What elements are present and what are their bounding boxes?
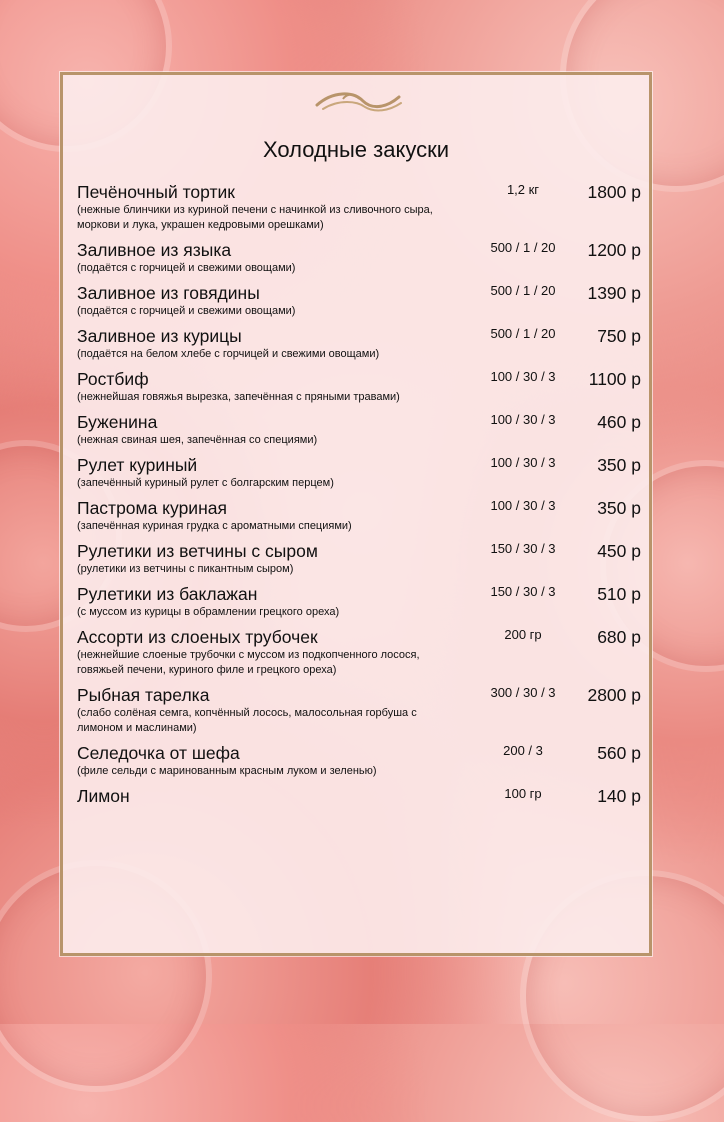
menu-item bbox=[77, 411, 649, 448]
menu-item-price: 510 р bbox=[597, 584, 641, 604]
menu-item-name: Рулет куриный bbox=[77, 455, 198, 475]
menu-item-weight: 100 / 30 / 3 bbox=[490, 369, 556, 384]
menu-item-weight: 500 / 1 / 20 bbox=[490, 240, 556, 255]
menu-item-price: 450 р bbox=[597, 541, 641, 561]
menu-item-price: 350 р bbox=[597, 455, 641, 475]
menu-item-description: (с муссом из курицы в обрамлении грецкого ореха) bbox=[77, 606, 340, 618]
menu-item bbox=[77, 497, 649, 534]
menu-item-name: Рулетики из ветчины с сыром bbox=[77, 541, 318, 561]
menu-item-description: (нежные блинчики из куриной печени с начинкой из сливочного сыра, моркови и лука, украшен кедровыми орешками) bbox=[77, 204, 433, 231]
menu-item-weight: 100 / 30 / 3 bbox=[490, 498, 556, 513]
menu-item bbox=[77, 785, 649, 807]
menu-item-price: 1390 р bbox=[587, 283, 641, 303]
menu-item-weight: 200 / 3 bbox=[503, 743, 543, 758]
menu-item-price: 680 р bbox=[597, 627, 641, 647]
menu-item-name: Пастрома куриная bbox=[77, 498, 227, 518]
menu-item bbox=[77, 540, 649, 577]
menu-item-name: Рулетики из баклажан bbox=[77, 584, 258, 604]
menu-item-weight: 100 / 30 / 3 bbox=[490, 455, 556, 470]
menu-item-name: Буженина bbox=[77, 412, 158, 432]
menu-item-price: 560 р bbox=[597, 743, 641, 763]
menu-item-name: Ассорти из слоеных трубочек bbox=[77, 627, 318, 647]
menu-item-name: Заливное из курицы bbox=[77, 326, 242, 346]
menu-item-weight: 500 / 1 / 20 bbox=[490, 326, 556, 341]
menu-item-description: (подаётся с горчицей и свежими овощами) bbox=[77, 305, 296, 317]
menu-item-name: Заливное из говядины bbox=[77, 283, 260, 303]
page-title: Холодные закуски bbox=[262, 137, 450, 162]
menu-item bbox=[77, 181, 649, 233]
menu-item-price: 1100 р bbox=[588, 369, 641, 389]
menu-item-description: (запечённый куриный рулет с болгарским перцем) bbox=[77, 477, 334, 489]
menu-item bbox=[77, 626, 649, 678]
flourish-ornament-icon bbox=[313, 87, 405, 117]
menu-item-description: (нежнейшая говяжья вырезка, запечённая с пряными травами) bbox=[77, 391, 400, 403]
menu-item-description: (подаётся с горчицей и свежими овощами) bbox=[77, 262, 296, 274]
menu-item bbox=[77, 583, 649, 620]
menu-item-weight: 100 / 30 / 3 bbox=[490, 412, 556, 427]
menu-item-price: 1200 р bbox=[587, 240, 641, 260]
menu-item-weight: 150 / 30 / 3 bbox=[490, 541, 556, 556]
menu-item-description: (филе сельди с маринованным красным луком и зеленью) bbox=[77, 765, 377, 777]
menu-item-price: 460 р bbox=[597, 412, 641, 432]
menu-item-name: Заливное из языка bbox=[77, 240, 232, 260]
menu-item bbox=[77, 325, 649, 362]
menu-item-weight: 150 / 30 / 3 bbox=[490, 584, 556, 599]
menu-item-weight: 100 гр bbox=[504, 786, 542, 801]
menu-item-name: Печёночный тортик bbox=[77, 182, 235, 202]
menu-item-price: 2800 р bbox=[587, 685, 641, 705]
menu-item-description: (запечённая куриная грудка с ароматными специями) bbox=[77, 520, 352, 532]
menu-item bbox=[77, 684, 649, 736]
menu-item-description: (рулетики из ветчины с пикантным сыром) bbox=[77, 563, 294, 575]
menu-item-description: (нежная свиная шея, запечённая со специями) bbox=[77, 434, 318, 446]
menu-item bbox=[77, 454, 649, 491]
menu-item-weight: 300 / 30 / 3 bbox=[490, 685, 556, 700]
menu-item-description: (нежнейшие слоеные трубочки с муссом из подкопченного лосося, говяжьей печени, куриного филе и грецкого ореха) bbox=[77, 649, 420, 676]
menu-item bbox=[77, 282, 649, 319]
menu-item-name: Лимон bbox=[77, 786, 130, 806]
menu-item-price: 350 р bbox=[597, 498, 641, 518]
menu-item-description: (подаётся на белом хлебе с горчицей и свежими овощами) bbox=[77, 348, 380, 360]
menu-item-price: 140 р bbox=[597, 786, 641, 806]
menu-item bbox=[77, 239, 649, 276]
menu-list bbox=[77, 181, 649, 813]
menu-item-weight: 1,2 кг bbox=[506, 182, 540, 197]
menu-item-name: Ростбиф bbox=[77, 369, 149, 389]
menu-item-name: Селедочка от шефа bbox=[77, 743, 240, 763]
menu-item-description: (слабо солёная семга, копчённый лосось, малосольная горбуша с лимоном и маслинами) bbox=[77, 707, 417, 734]
menu-item-price: 1800 р bbox=[587, 182, 641, 202]
menu-item-name: Рыбная тарелка bbox=[77, 685, 210, 705]
menu-item bbox=[77, 742, 649, 779]
menu-item bbox=[77, 368, 649, 405]
menu-item-weight: 500 / 1 / 20 bbox=[490, 283, 556, 298]
menu-item-weight: 200 гр bbox=[504, 627, 542, 642]
menu-panel bbox=[60, 72, 652, 956]
menu-item-price: 750 р bbox=[597, 326, 641, 346]
